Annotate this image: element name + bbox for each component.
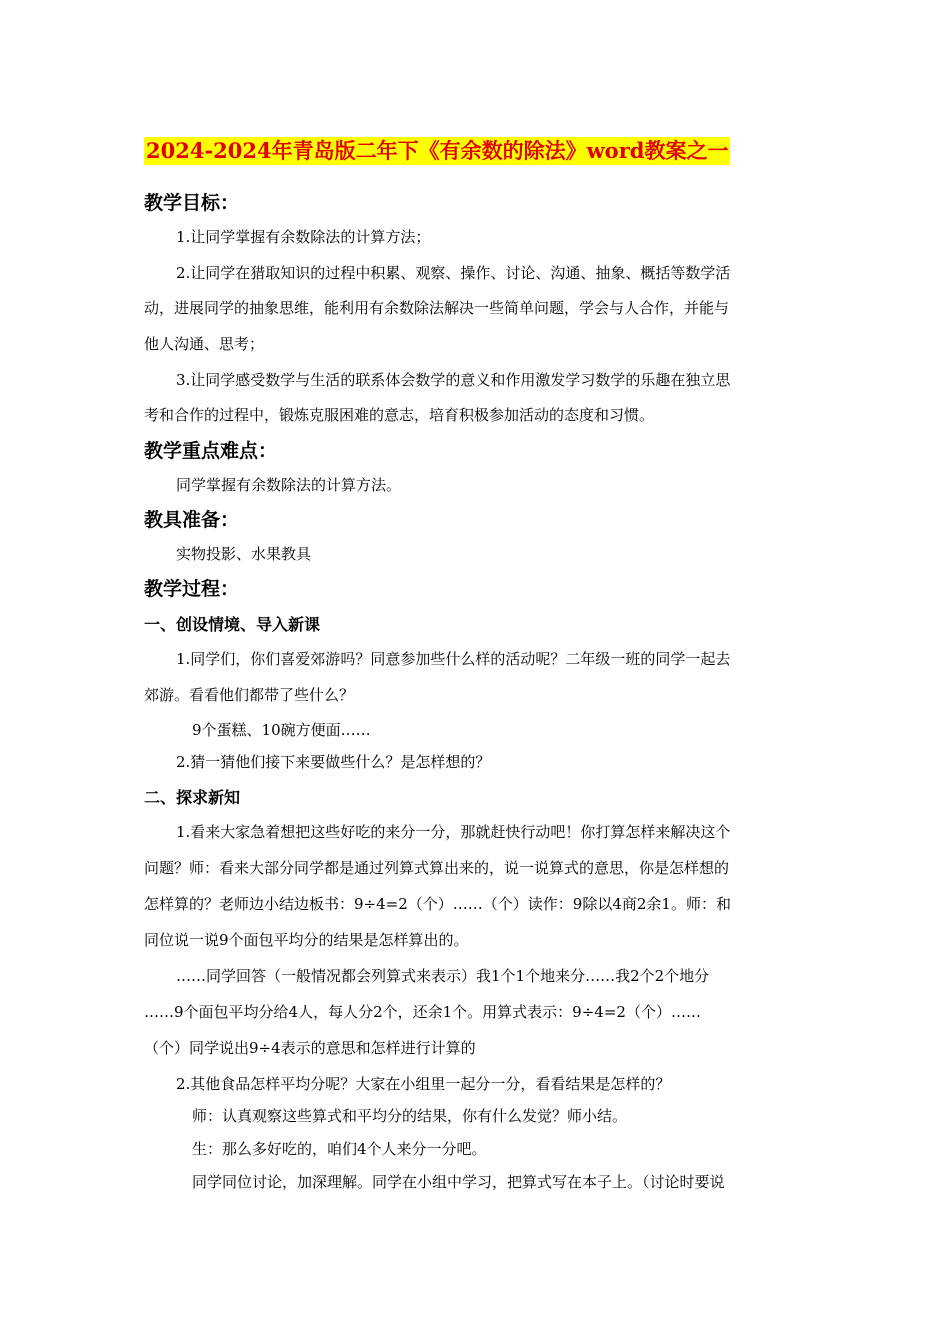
part-1-line-3: 9个蛋糕、10碗方便面……: [192, 721, 371, 739]
key-points-heading: 教学重点难点：: [144, 440, 278, 462]
goal-2-line-3: 他人沟通、思考；: [144, 335, 265, 353]
part-2-line-8: 2.其他食品怎样平均分呢？大家在小组里一起分一分，看看结果是怎样的？: [176, 1075, 671, 1093]
goal-2-line-2: 动，进展同学的抽象思维，能利用有余数除法解决一些简单问题，学会与人合作，并能与: [144, 299, 730, 317]
tools-heading: 教具准备：: [144, 509, 240, 531]
part-1-line-1: 1.同学们，你们喜爱郊游吗？同意参加些什么样的活动呢？二年级一班的同学一起去: [176, 650, 731, 668]
part-2-line-9: 师：认真观察这些算式和平均分的结果，你有什么发觉？师小结。: [192, 1107, 628, 1125]
part-2-line-7: （个）同学说出9÷4表示的意思和怎样进行计算的: [144, 1039, 476, 1057]
document-title: 2024-2024年青岛版二年下《有余数的除法》word教案之一: [146, 138, 729, 163]
part-2-line-2: 问题？师：看来大部分同学都是通过列算式算出来的，说一说算式的意思，你是怎样想的: [144, 859, 730, 877]
goal-2-line-1: 2.让同学在猎取知识的过程中积累、观察、操作、讨论、沟通、抽象、概括等数学活: [176, 264, 731, 282]
part-2-line-11: 同学同位讨论，加深理解。同学在小组中学习，把算式写在本子上。（讨论时要说: [192, 1173, 725, 1191]
part-2-heading: 二、探求新知: [144, 788, 241, 807]
goals-heading: 教学目标：: [144, 192, 240, 214]
part-2-line-3: 怎样算的？老师边小结边板书：9÷4=2（个）……（个）读作：9除以4商2余1。师：和: [144, 895, 731, 913]
part-2-line-6: ……9个面包平均分给4人，每人分2个，还余1个。用算式表示：9÷4=2（个）……: [144, 1003, 701, 1021]
part-1-line-2: 郊游。看看他们都带了些什么？: [144, 686, 355, 704]
key-points-text: 同学掌握有余数除法的计算方法。: [176, 476, 402, 494]
part-1-line-4: 2.猜一猜他们接下来要做些什么？是怎样想的？: [176, 753, 491, 771]
part-2-line-10: 生：那么多好吃的，咱们4个人来分一分吧。: [192, 1140, 487, 1158]
process-heading: 教学过程：: [144, 578, 240, 600]
part-2-line-1: 1.看来大家急着想把这些好吃的来分一分，那就赶快行动吧！你打算怎样来解决这个: [176, 823, 731, 841]
tools-text: 实物投影、水果教具: [176, 545, 312, 563]
goal-1: 1.让同学掌握有余数除法的计算方法；: [176, 228, 431, 246]
goal-3-line-2: 考和合作的过程中，锻炼克服困难的意志，培育积极参加活动的态度和习惯。: [144, 406, 655, 424]
part-2-line-5: ……同学回答（一般情况都会列算式来表示）我1个1个地来分……我2个2个地分: [176, 967, 710, 985]
part-2-line-4: 同位说一说9个面包平均分的结果是怎样算出的。: [144, 931, 469, 949]
goal-3-line-1: 3.让同学感受数学与生活的联系体会数学的意义和作用激发学习数学的乐趣在独立思: [176, 371, 731, 389]
part-1-heading: 一、创设情境、导入新课: [144, 615, 321, 634]
